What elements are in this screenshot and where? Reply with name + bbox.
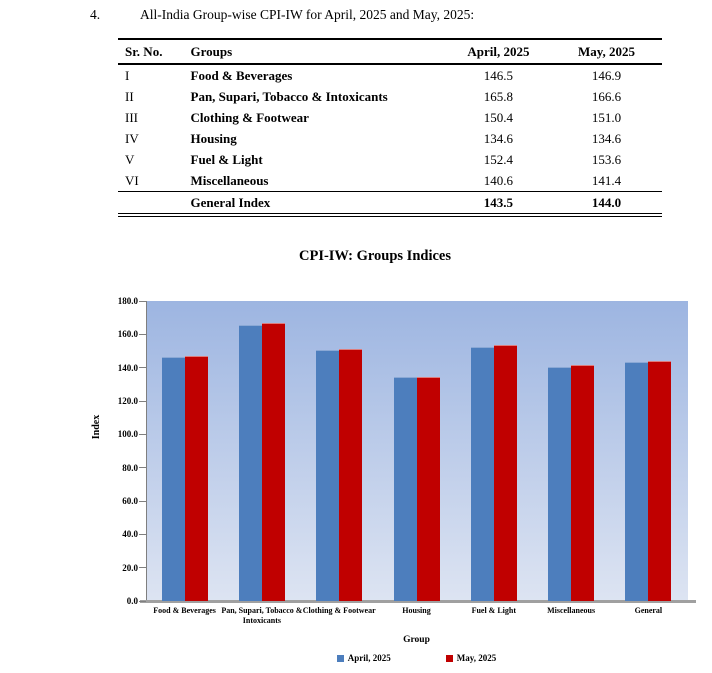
section-number: 4.: [90, 7, 101, 22]
group-cell: Miscellaneous: [190, 172, 269, 188]
x-category-label: General: [634, 606, 663, 615]
april-cell: 165.8: [483, 88, 514, 104]
april-cell: 150.4: [483, 109, 514, 125]
table-row: [118, 170, 662, 192]
bar-april: [394, 377, 417, 601]
y-tick-mark: [139, 301, 146, 302]
may-cell: 153.6: [591, 151, 622, 167]
cpi-table-header: [118, 39, 662, 64]
sr-cell: III: [125, 109, 138, 125]
header-row: [118, 39, 662, 64]
y-tick-label: 100.0: [117, 429, 138, 440]
bar-april: [471, 347, 494, 601]
legend-label: May, 2025: [456, 653, 497, 663]
sr-cell: VI: [125, 172, 139, 188]
group-cell: Clothing & Footwear: [190, 109, 309, 125]
x-category-label: Pan, Supari, Tobacco & Intoxicants: [221, 606, 303, 625]
group-cell: General Index: [184, 192, 446, 216]
table-row: [118, 107, 662, 128]
bar-may: [494, 345, 517, 601]
bar-may: [262, 323, 285, 601]
x-category-label: Housing: [402, 606, 431, 615]
legend-label: April, 2025: [347, 653, 391, 663]
group-cell: Housing: [190, 130, 237, 146]
table-row: [118, 192, 662, 216]
sr-cell: I: [125, 67, 130, 83]
cpi-table-body: [118, 64, 662, 215]
legend-swatch-icon: [446, 655, 453, 662]
sr-cell: V: [125, 151, 135, 167]
april-cell: 146.5: [483, 67, 514, 83]
x-category-label: Fuel & Light: [471, 606, 517, 615]
y-tick-label: 0.0: [126, 596, 138, 606]
may-cell: 134.6: [591, 130, 622, 146]
y-axis-title: Index: [91, 414, 102, 440]
april-cell: 143.5: [446, 192, 551, 216]
y-tick-mark: [139, 367, 146, 368]
x-category-label: Miscellaneous: [547, 606, 596, 615]
table-row: [118, 64, 662, 86]
bar-april: [625, 362, 648, 601]
group-cell: Pan, Supari, Tobacco & Intoxicants: [190, 88, 388, 104]
y-tick-mark: [139, 501, 146, 502]
bar-april: [239, 325, 262, 601]
y-tick-mark: [139, 567, 146, 568]
x-category-label: Clothing & Footwear: [302, 606, 376, 615]
cpi-table: [118, 38, 662, 217]
sr-cell: IV: [125, 130, 139, 146]
sr-cell: [118, 192, 184, 216]
col-header-april: April, 2025: [446, 39, 551, 64]
section-title: All-India Group-wise CPI-IW for April, 2025 and May, 2025:: [140, 7, 475, 22]
y-tick-label: 160.0: [117, 329, 138, 340]
bar-may: [185, 356, 208, 601]
y-tick-mark: [139, 467, 146, 468]
may-cell: 146.9: [591, 67, 622, 83]
legend-item: [337, 653, 391, 663]
bar-may: [417, 377, 440, 601]
section-heading: [90, 7, 474, 23]
legend-swatch-icon: [337, 655, 344, 662]
x-category-label: Food & Beverages: [153, 606, 216, 615]
y-tick-label: 20.0: [122, 562, 138, 573]
y-tick-label: 120.0: [117, 396, 138, 406]
col-header-sr-no: Sr. No.: [118, 39, 184, 64]
chart-title: CPI-IW: Groups Indices: [298, 248, 451, 264]
chart-legend: [146, 653, 687, 663]
col-header-groups: Groups: [184, 39, 446, 64]
bar-april: [548, 367, 571, 601]
bar-april: [316, 350, 339, 601]
y-tick-mark: [139, 434, 146, 435]
may-cell: 144.0: [551, 192, 662, 216]
april-cell: 140.6: [483, 172, 514, 188]
may-cell: 166.6: [591, 88, 622, 104]
y-tick-label: 40.0: [122, 529, 138, 540]
y-tick-mark: [139, 334, 146, 335]
y-tick-label: 60.0: [122, 496, 138, 506]
bar-may: [339, 349, 362, 601]
bar-may: [648, 361, 671, 601]
y-tick-mark: [139, 401, 146, 402]
y-tick-label: 140.0: [117, 362, 138, 373]
table-row: [118, 86, 662, 107]
may-cell: 141.4: [591, 172, 622, 188]
y-tick-mark: [139, 534, 146, 535]
group-cell: Fuel & Light: [190, 151, 263, 167]
y-tick-label: 180.0: [117, 296, 138, 306]
april-cell: 134.6: [483, 130, 514, 146]
table-row: [118, 128, 662, 149]
bar-april: [162, 357, 185, 601]
y-tick-mark: [139, 601, 146, 602]
y-tick-label: 80.0: [122, 462, 138, 473]
table-row: [118, 149, 662, 170]
sr-cell: II: [125, 88, 134, 104]
bar-may: [571, 365, 594, 601]
group-cell: Food & Beverages: [190, 67, 293, 83]
col-header-may: May, 2025: [551, 39, 662, 64]
legend-item: [446, 653, 497, 663]
may-cell: 151.0: [591, 109, 622, 125]
april-cell: 152.4: [483, 151, 514, 167]
x-axis-title: Group: [403, 635, 430, 645]
